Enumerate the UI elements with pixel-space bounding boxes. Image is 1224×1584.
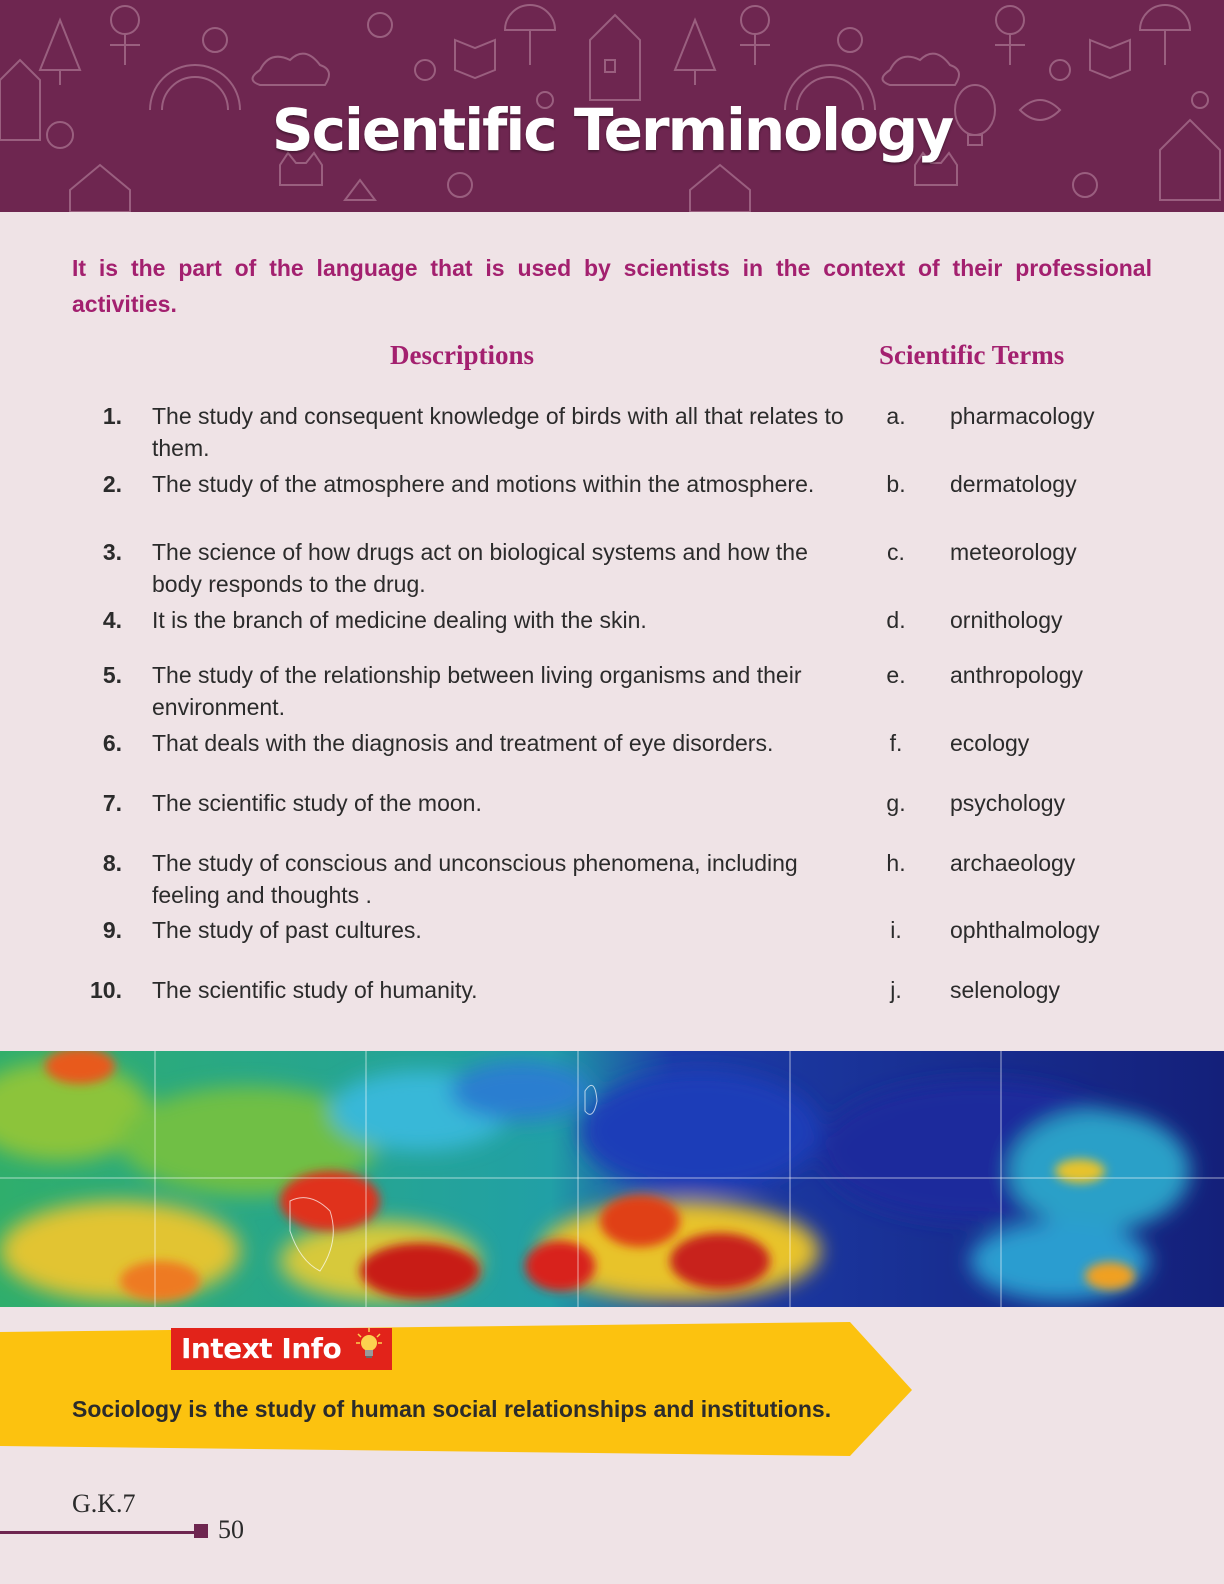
scientific-terms-heading: Scientific Terms bbox=[879, 340, 1065, 370]
intext-info-label: Intext Info bbox=[181, 1332, 342, 1365]
row-number: 3. bbox=[102, 539, 122, 565]
term-name: dermatology bbox=[950, 471, 1077, 497]
term-letter: a. bbox=[886, 403, 906, 429]
term-name: ophthalmology bbox=[950, 917, 1100, 943]
descriptions-heading: Descriptions bbox=[390, 340, 534, 370]
term-letter: e. bbox=[886, 662, 906, 688]
term-letter: h. bbox=[886, 850, 906, 876]
row-number: 8. bbox=[102, 850, 122, 876]
footer-rule bbox=[0, 1531, 194, 1534]
lightbulb-icon bbox=[356, 1328, 382, 1372]
term-name: anthropology bbox=[950, 662, 1083, 688]
row-number: 5. bbox=[102, 662, 122, 688]
term-name: archaeology bbox=[950, 850, 1076, 876]
term-name: psychology bbox=[950, 790, 1066, 816]
term-letter: f. bbox=[889, 730, 903, 756]
row-description: The study of conscious and unconscious phenomena, including feeling and thoughts . bbox=[152, 850, 798, 908]
book-code: G.K.7 bbox=[72, 1489, 136, 1518]
row-description: The study and consequent knowledge of birds with all that relates to them. bbox=[152, 403, 844, 461]
term-letter: j. bbox=[890, 977, 902, 1003]
row-description: The study of past cultures. bbox=[152, 917, 422, 943]
row-description: The study of the atmosphere and motions within the atmosphere. bbox=[152, 471, 815, 497]
row-description: It is the branch of medicine dealing with the skin. bbox=[152, 607, 647, 633]
intext-info-text: Sociology is the study of human social relationships and institutions. bbox=[72, 1396, 832, 1422]
row-number: 10. bbox=[90, 977, 122, 1003]
row-description: The science of how drugs act on biological systems and how the body responds to the drug. bbox=[152, 539, 808, 597]
term-name: ecology bbox=[950, 730, 1030, 756]
footer-square-marker bbox=[194, 1524, 208, 1538]
row-number: 4. bbox=[102, 607, 122, 633]
row-number: 1. bbox=[102, 403, 122, 429]
satellite-imagery bbox=[0, 1051, 1224, 1307]
row-number: 7. bbox=[102, 790, 122, 816]
row-description: That deals with the diagnosis and treatment of eye disorders. bbox=[152, 730, 774, 756]
intext-info-band bbox=[0, 1320, 912, 1458]
term-letter: g. bbox=[886, 790, 906, 816]
row-number: 9. bbox=[102, 917, 122, 943]
row-description: The scientific study of the moon. bbox=[152, 790, 482, 816]
page-title: Scientific Terminology bbox=[271, 96, 953, 164]
row-number: 2. bbox=[102, 471, 122, 497]
term-name: ornithology bbox=[950, 607, 1063, 633]
row-description: The study of the relationship between living organisms and their environment. bbox=[152, 662, 802, 720]
satellite-weather-image bbox=[0, 1051, 1224, 1307]
term-name: pharmacology bbox=[950, 403, 1095, 429]
term-name: selenology bbox=[950, 977, 1060, 1003]
intro-text: It is the part of the language that is used by scientists in the context of their professional activities. bbox=[72, 255, 1152, 317]
page-number: 50 bbox=[218, 1515, 244, 1544]
term-letter: i. bbox=[890, 917, 902, 943]
term-letter: b. bbox=[886, 471, 906, 497]
header-banner bbox=[0, 0, 1224, 212]
intext-info-badge bbox=[171, 1328, 392, 1370]
term-name: meteorology bbox=[950, 539, 1077, 565]
row-description: The scientific study of humanity. bbox=[152, 977, 478, 1003]
term-letter: c. bbox=[887, 539, 905, 565]
term-letter: d. bbox=[886, 607, 906, 633]
row-number: 6. bbox=[102, 730, 122, 756]
